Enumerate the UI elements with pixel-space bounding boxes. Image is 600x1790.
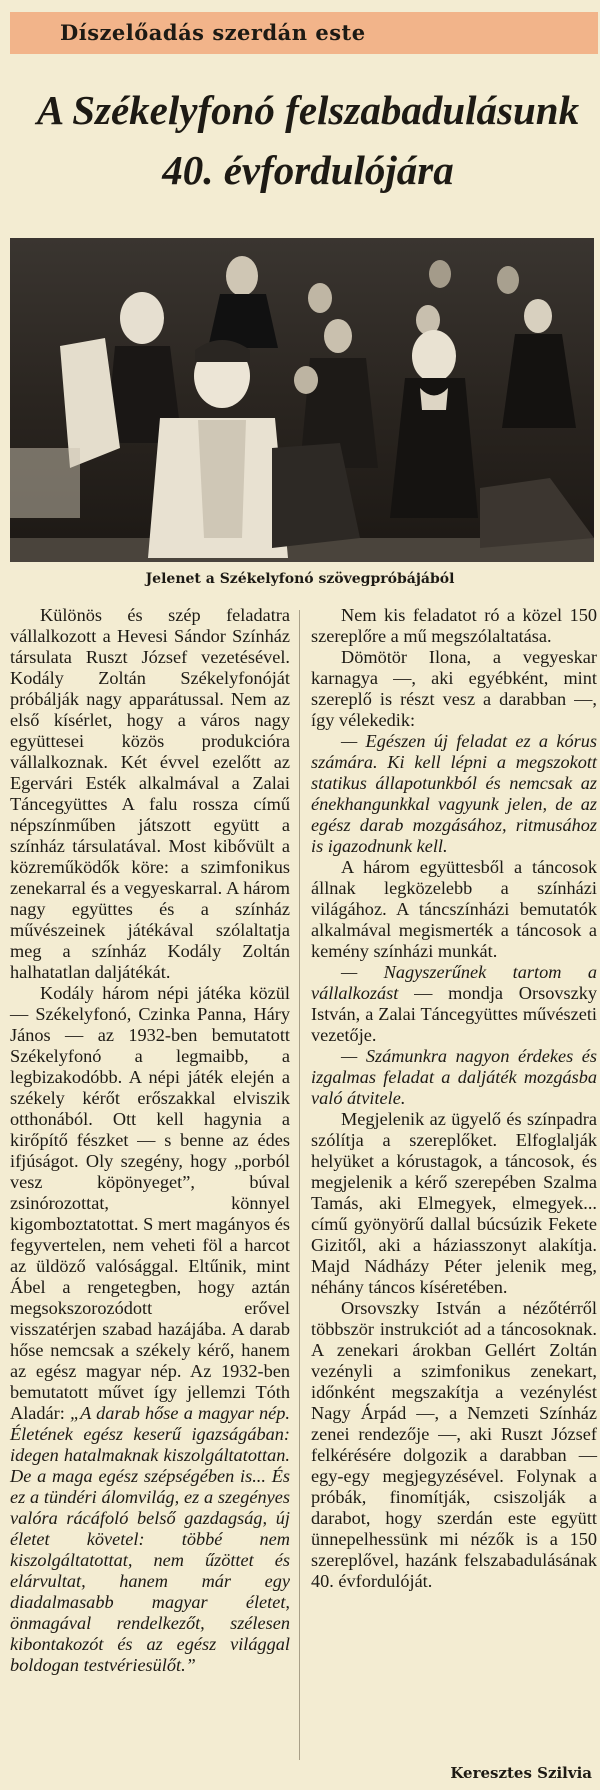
paragraph-text: — mondja Orsovszky István, a Zalai Táncegyüttes művészeti vezetője. [311, 983, 597, 1045]
rehearsal-photo-image [10, 238, 594, 562]
left-column [10, 605, 290, 1676]
paragraph: A három együttesből a táncosok állnak legközelebb a színházi világához. A táncszínházi bemutatók alkalmával megismerték a táncosok a kemény színházi munkát. [311, 857, 597, 961]
paragraph [311, 962, 597, 1046]
paragraph: Különös és szép feladatra vállalkozott a Hevesi Sándor Színház társulata Ruszt József vezetésével. Kodály Zoltán Székelyfonóját próbálják nagy apparátussal. Nem az első kísérlet, hogy a város nagy együttesei közös produkcióra vállalkoznak. Két évvel ezelőtt az Egervári Esték alkalmával a Zalai Táncegyüttes A falu rossza című népszínműben játszott együtt a színház társulatával. Most kibővült a közreműködők köre: a szimfonikus zenekarral és a vegyeskarral. A három nagy együttes és a színház művészeinek játékával szólaltatja meg a színház Kodály Zoltán halhatatlan daljátékát. [10, 605, 290, 982]
paragraph-text: Kodály három népi játéka közül — Székelyfonó, Czinka Panna, Háry János — az 1932-ben bemutatott Székelyfonó a legmaibb, a legbizakodóbb. A népi játék elején a székely kérőt erőszakkal elviszik otthonából. Ott kell hagynia a kirőpítő fészket — s benne az édes ifjúságot. Oly szegény, hogy „porból vesz köpönyeget”, búval zsinórozottat, könnyel kigomboztatottat. S mert magányos és fegyvertelen, nem veheti föl a harcot az üldöző valósággal. Eltűnik, mint Ábel a rengetegben, hogy aztán megsokszorozódott erővel visszatérjen szabad hazájába. A darab hőse nemcsak a székely kérő, hanem az egész magyar nép. Az 1932-ben bemutatott művet így jellemzi Tóth Aladár: [10, 983, 290, 1423]
quotation-text: — Egészen új feladat ez a kórus számára. Ki kell lépni a megszokott statikus állapotunkból és nemcsak az énekhangunkkal vagyunk jelen, de az egész darab mozgásához, ritmusához is igazodnunk kell. [311, 731, 597, 856]
quotation-text: — Nagyszerűnek tartom a vállalkozást [311, 962, 597, 1003]
quotation [311, 731, 597, 857]
paragraph: Nem kis feladatot ró a közel 150 szereplőre a mű megszólaltatása. [311, 605, 597, 646]
headline: A Székelyfonó felszabadulásunk 40. évfordulójára [36, 87, 580, 193]
quotation [311, 1046, 597, 1109]
paragraph: Orsovszky István a nézőtérről többször instrukciót ad a táncosoknak. A zenekari árokban Gellért Zoltán vezényli a szimfonikus zenekart, időnként megszakítja a vezénylést Nagy Árpád —, a Nemzeti Színház zenei rendezője —, aki Ruszt József felkérésére dolgozik a darabban — egy-egy megjegyzésével. Folynak a próbák, finomítják, csiszolják a darabot, hogy szerdán este együtt ünnepelhessünk mi nézők is a 150 szereplővel, hazánk felszabadulásának 40. évfordulóját. [311, 1298, 597, 1591]
quotation: „A darab hőse a magyar nép. Életének egész keserű igazságában: idegen hatalmaknak kiszolgáltatottan. De a maga egész szépségében is... És ez a tündéri álomvilág, ez a szegényes valóra rácáfoló belső gazdagság, új életet követel: többé nem kiszolgáltatottat, nem űzöttet és elárvultat, hanem már egy diadalmasabb magyar életet, önmagával rendelkezőt, szélesen kibontakozót és az egész világgal boldogan testvériesülőt.” [10, 1403, 290, 1675]
paragraph: Megjelenik az ügyelő és színpadra szólítja a szereplőket. Elfoglalják helyüket a kórustagok, a táncosok, és megjelenik a kérő szerepében Szalma Tamás, aki Elmegyek, elmegyek... című gyönyörű dallal búcsúzik Fekete Gizitől, aki a háziasszonyt alakítja. Majd Nádházy Péter jelenik meg, néhány táncos kíséretében. [311, 1109, 597, 1297]
byline: Keresztes Szilvia [450, 1764, 592, 1782]
right-column [311, 605, 597, 1592]
kicker: Díszelőadás szerdán este [60, 20, 366, 45]
paragraph [10, 983, 290, 1676]
column-divider [299, 610, 300, 1760]
paragraph: Dömötör Ilona, a vegyeskar karnagya —, aki egyébként, mint szereplő is részt vesz a darabban —, így vélekedik: [311, 647, 597, 730]
photo-caption: Jelenet a Székelyfonó szövegpróbájából [145, 571, 455, 587]
quotation-text: — Számunkra nagyon érdekes és izgalmas feladat a daljáték mozgásba való átvitele. [311, 1046, 597, 1108]
rehearsal-photo [10, 238, 594, 562]
